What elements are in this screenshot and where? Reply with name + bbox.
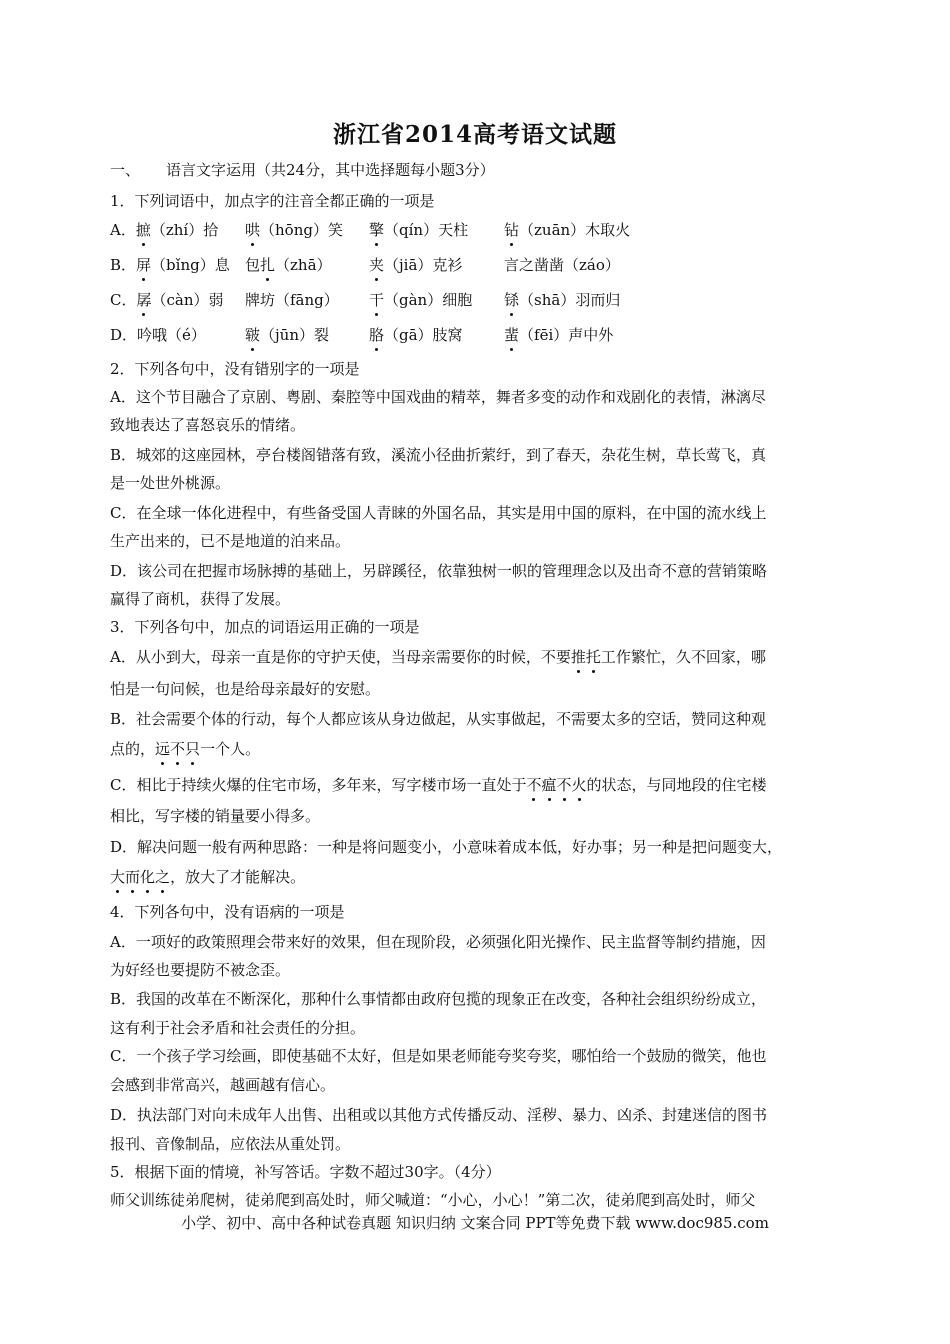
dotted-char: 大 — [110, 868, 126, 886]
dotted-char: 蜚 — [504, 326, 520, 344]
dotted-char: 皲 — [245, 326, 261, 344]
question-3-option-d-cont: 大而化之，放大了才能解决。 — [110, 868, 306, 886]
question-2-stem: 2．下列各句中，没有错别字的一项是 — [110, 360, 360, 378]
option-label: B． — [110, 256, 137, 274]
dotted-char: 化 — [140, 868, 156, 886]
dotted-word — [571, 648, 601, 666]
dotted-char: 屏 — [136, 256, 152, 274]
dotted-char: 铩 — [504, 291, 520, 309]
question-4-option-a: A．一项好的政策照理会带来好的效果，但在现阶段，必须强化阳光操作、民主监督等制约措施，因 — [110, 933, 766, 951]
dotted-char: 胳 — [369, 326, 385, 344]
dotted-char: 只 — [185, 740, 201, 758]
section-text: 语言文字运用（共24分，其中选择题每小题3分） — [166, 161, 495, 179]
dotted-char: 托 — [585, 648, 601, 666]
dotted-char: 不 — [526, 776, 542, 794]
question-3-option-a-cont: 怕是一句问候，也是给母亲最好的安慰。 — [110, 680, 381, 698]
question-4-option-b-cont: 这有利于社会矛盾和社会责任的分担。 — [110, 1019, 366, 1037]
dotted-char: 火 — [571, 776, 587, 794]
question-2-option-c-cont: 生产出来的，已不是地道的泊来品。 — [110, 532, 351, 550]
question-2-option-a: A．这个节目融合了京剧、粤剧、秦腔等中国戏曲的精萃，舞者多变的动作和戏剧化的表情，淋漓尽 — [110, 388, 766, 406]
question-3-option-b: B．社会需要个体的行动，每个人都应该从身边做起，从实事做起，不需要太多的空话，赞同这种观 — [110, 710, 767, 728]
question-4-option-c-cont: 会感到非常高兴，越画越有信心。 — [110, 1076, 336, 1094]
dotted-char: 摭 — [135, 221, 151, 239]
question-2-option-a-cont: 致地表达了喜怒哀乐的情绪。 — [110, 416, 306, 434]
dotted-char: 夹 — [369, 256, 385, 274]
option-label: A． — [110, 221, 136, 239]
question-4-option-b: B．我国的改革在不断深化，那种什么事情都由政府包揽的现象正在改变，各种社会组织纷纷成立， — [110, 990, 767, 1008]
section-heading — [110, 159, 850, 181]
question-4-option-d: D．执法部门对向未成年人出售、出租或以其他方式传播反动、淫秽、暴力、凶杀、封建迷信的图书 — [110, 1106, 768, 1124]
page-footer: 小学、初中、高中各种试卷真题 知识归纳 文案合同 PPT等免费下载 www.doc985.com — [181, 1214, 769, 1232]
dotted-char: 钻 — [504, 221, 520, 239]
question-5-stem: 5．根据下面的情境，补写答话。字数不超过30字。（4分） — [110, 1163, 501, 1181]
dotted-char: 不 — [170, 740, 186, 758]
option-label: D． — [110, 326, 138, 344]
question-4-option-c: C．一个孩子学习绘画，即使基础不太好，但是如果老师能夸奖夸奖，哪怕给一个鼓励的微笑，他也 — [110, 1047, 767, 1065]
question-2-option-b-cont: 是一处世外桃源。 — [110, 474, 231, 492]
dotted-char: 而 — [125, 868, 141, 886]
dotted-char: 远 — [155, 740, 171, 758]
dotted-char: 不 — [556, 776, 572, 794]
question-3-option-d: D．解决问题一般有两种思路：一种是将问题变小，小意味着成本低，好办事；另一种是把问题变大， — [110, 838, 783, 856]
question-1-stem: 1．下列词语中，加点字的注音全都正确的一项是 — [110, 192, 435, 210]
dotted-char: 扎 — [260, 256, 276, 274]
dotted-char: 瘟 — [541, 776, 557, 794]
dotted-word — [526, 776, 586, 794]
question-2-option-d-cont: 赢得了商机，获得了发展。 — [110, 590, 291, 608]
question-3-option-a: A．从小到大，母亲一直是你的守护天使，当母亲需要你的时候，不要推托工作繁忙，久不回家，哪 — [110, 648, 766, 666]
question-2-option-b: B．城郊的这座园林，亭台楼阁错落有致，溪流小径曲折萦纡，到了春天，杂花生树，草长莺飞，真 — [110, 446, 767, 464]
dotted-word — [155, 740, 200, 758]
question-4-stem: 4．下列各句中，没有语病的一项是 — [110, 903, 345, 921]
question-3-stem: 3．下列各句中，加点的词语运用正确的一项是 — [110, 618, 420, 636]
option-label: C． — [110, 291, 137, 309]
section-number: 一、 — [110, 161, 141, 179]
dotted-word — [110, 868, 170, 886]
dotted-char: 干 — [369, 291, 385, 309]
question-3-option-c-cont: 相比，写字楼的销量要小得多。 — [110, 807, 321, 825]
dotted-char: 哄 — [245, 221, 261, 239]
question-3-option-c: C．相比于持续火爆的住宅市场，多年来，写字楼市场一直处于不瘟不火的状态，与同地段的住宅楼 — [110, 776, 767, 794]
question-4-option-d-cont: 报刊、音像制品，应依法从重处罚。 — [110, 1135, 351, 1153]
question-4-option-a-cont: 为好经也要提防不被念歪。 — [110, 961, 291, 979]
dotted-char: 擎 — [369, 221, 385, 239]
dotted-char: 推 — [570, 648, 586, 666]
dotted-char: 孱 — [136, 291, 152, 309]
question-5-scenario: 师父训练徒弟爬树，徒弟爬到高处时，师父喊道：“小心，小心！”第二次，徒弟爬到高处时，师父 — [110, 1191, 756, 1209]
question-2-option-c: C．在全球一体化进程中，有些备受国人青睐的外国名品，其实是用中国的原料，在中国的流水线上 — [110, 504, 767, 522]
question-2-option-d: D．该公司在把握市场脉搏的基础上，另辟蹊径，依靠独树一帜的管理理念以及出奇不意的营销策略 — [110, 562, 768, 580]
question-3-option-b-cont: 点的，远不只一个人。 — [110, 740, 261, 758]
dotted-char: 之 — [155, 868, 171, 886]
page-title: 浙江省2014高考语文试题 — [332, 121, 617, 148]
